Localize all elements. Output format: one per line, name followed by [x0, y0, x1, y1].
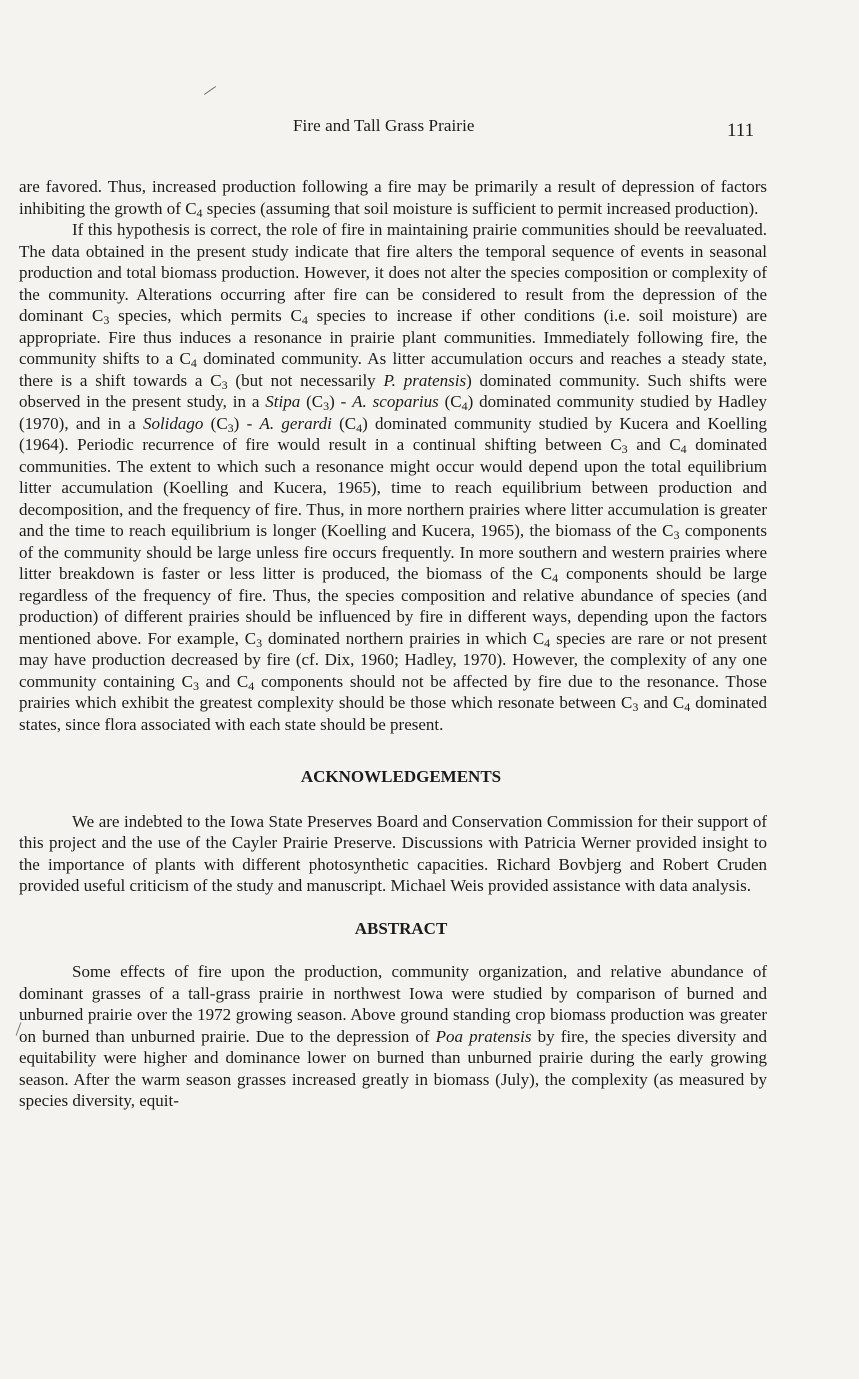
acknowledgements-paragraph: We are indebted to the Iowa State Preserves Board and Conservation Commission for their support of this project and the use of the Cayler Prairie Preserve. Discussions with Patricia Werner provided insight to the importance of plants with different photosynthetic capacities. Richard Bovbjerg and Robert Cruden provided useful criticism of the study and manuscript. Michael Weis provided assistance with data analysis. [19, 811, 767, 895]
page-number: 111 [727, 120, 755, 141]
running-title: Fire and Tall Grass Prairie [293, 116, 475, 135]
pencil-mark [204, 86, 216, 95]
body-text [19, 176, 767, 1112]
paragraph-continuation [19, 176, 767, 219]
acknowledgements-heading: ACKNOWLEDGEMENTS [300, 767, 502, 786]
abstract-heading: ABSTRACT [354, 918, 448, 938]
abstract-paragraph: Some effects of fire upon the production, community organization, and relative abundance of dominant grasses of a tall-grass prairie in northwest Iowa were studied by comparison of burned and unburned prairie over the 1972 growing season. Above ground standing crop biomass production was greater on burned than unburned prairie. Due to the depression of Poa pratensis by fire, the species diversity and equitability were higher and dominance lower on burned than unburned prairie during the early growing season. After the warm season grasses increased greatly in biomass (July), the complexity (as measured by species diversity, equit- [19, 962, 767, 1110]
paragraph-text: are favored. Thus, increased production following a fire may be primarily a result of depression of factors inhibiting the growth of $C_4$ species (assuming that soil moisture is sufficient to permit increased production). [19, 177, 767, 220]
discussion-paragraph: If this hypothesis is correct, the role of fire in maintaining prairie communities should be reevaluated. The data obtained in the present study indicate that fire alters the temporal sequence of events in seasonal production and total biomass production. However, it does not alter the species composition or complexity of the community. Alterations occurring after fire can be considered to result from the depression of the dominant $C_3$ species, which permits $C_4$ species to increase if other conditions (i.e. soil moisture) are appropriate. Fire thus induces a resonance in prairie plant communities. Immediately following fire, the community shifts to a $C_4$ dominated community. As litter accumulation occurs and reaches a steady state, there is a shift towards a $C_3$ (but not necessarily P. pratensis) dominated community. Such shifts were observed in the present study, in a Stipa $(C_3)$ - A. scoparius $(C_4)$ dominated community studied by Hadley (1970), and in a Solidago $(C_3)$ - A. gerardi $(C_4)$ dominated community studied by Kucera and Koelling (1964). Periodic recurrence of fire would result in a continual shifting between $C_3$ and $C_4$ dominated communities. The extent to which such a resonance might occur would depend upon the total equilibrium litter accumulation (Koelling and Kucera, 1965), time to reach equilibrium between production and decomposition, and the frequency of fire. Thus, in more northern prairies where litter accumulation is greater and the time to reach equilibrium is longer (Koelling and Kucera, 1965), the biomass of the $C_3$ components of the community should be large unless fire occurs frequently. In more southern and western prairies where litter breakdown is faster or less litter is produced, the biomass of the $C_4$ components should be large regardless of the frequency of fire. Thus, the species composition and relative abundance of species (and production) of different prairies should be influenced by fire in different ways, depending upon the factors mentioned above. For example, $C_3$ dominated northern prairies in which $C_4$ species are rare or not present may have production decreased by fire (cf. Dix, 1960; Hadley, 1970). However, the complexity of any one community containing $C_3$ and $C_4$ components should not be affected by fire due to the resonance. Those prairies which exhibit the greatest complexity should be those which resonate between $C_3$ and $C_4$ dominated states, since flora associated with each state should be present. [19, 220, 768, 734]
